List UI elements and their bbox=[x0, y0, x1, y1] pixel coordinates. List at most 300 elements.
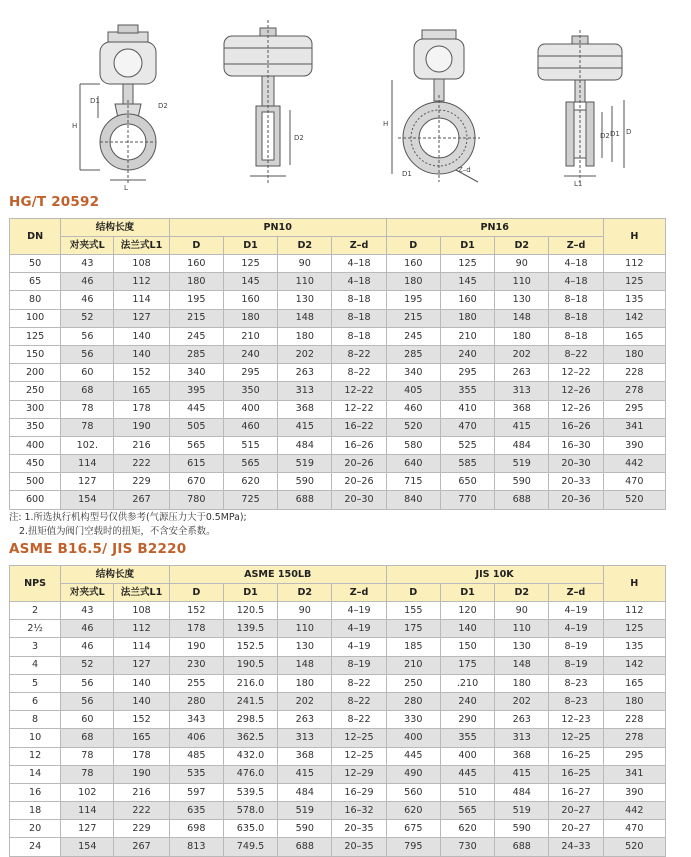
table-cell: 400 bbox=[223, 400, 277, 418]
table-cell: 650 bbox=[440, 473, 494, 491]
table-cell: 615 bbox=[169, 455, 223, 473]
table-cell: 600 bbox=[10, 491, 61, 509]
table-cell: 16–26 bbox=[332, 436, 386, 454]
table-cell: 216 bbox=[114, 436, 169, 454]
table-cell: 442 bbox=[603, 455, 665, 473]
table-cell: 16–27 bbox=[549, 783, 603, 801]
table-cell: 4–19 bbox=[332, 638, 386, 656]
table-cell: 46 bbox=[61, 638, 114, 656]
table-cell: 520 bbox=[603, 491, 665, 509]
table-cell: 130 bbox=[495, 638, 549, 656]
col-header-group-b: JIS 10K bbox=[386, 566, 603, 584]
table-row bbox=[10, 309, 666, 327]
table-cell: 400 bbox=[440, 747, 494, 765]
table-cell: 120 bbox=[440, 602, 494, 620]
table-cell: 280 bbox=[386, 692, 440, 710]
table-cell: 343 bbox=[169, 711, 223, 729]
table-cell: 476.0 bbox=[223, 765, 277, 783]
table-cell: 200 bbox=[10, 364, 61, 382]
table-cell: 8–19 bbox=[549, 656, 603, 674]
dim-label-zd: Z–d bbox=[458, 166, 471, 174]
table-cell: 165 bbox=[603, 674, 665, 692]
table-cell: 295 bbox=[223, 364, 277, 382]
table-cell: 330 bbox=[386, 711, 440, 729]
table-cell: .210 bbox=[440, 674, 494, 692]
table-cell: 127 bbox=[61, 820, 114, 838]
table-cell: 12–29 bbox=[332, 765, 386, 783]
table-cell: 510 bbox=[440, 783, 494, 801]
table-cell: 578.0 bbox=[223, 802, 277, 820]
table-cell: 295 bbox=[440, 364, 494, 382]
table-row bbox=[10, 382, 666, 400]
dim-label-l1: L1 bbox=[574, 180, 583, 188]
table-cell: 362.5 bbox=[223, 729, 277, 747]
table-cell: 263 bbox=[495, 364, 549, 382]
table-cell: 150 bbox=[440, 638, 494, 656]
table-cell: 341 bbox=[603, 418, 665, 436]
table-cell: 400 bbox=[10, 436, 61, 454]
table-cell: 8 bbox=[10, 711, 61, 729]
table-row bbox=[10, 455, 666, 473]
table-row bbox=[10, 692, 666, 710]
table-cell: 565 bbox=[440, 802, 494, 820]
table-cell: 415 bbox=[495, 765, 549, 783]
table-cell: 102 bbox=[61, 783, 114, 801]
table-cell: 280 bbox=[169, 692, 223, 710]
table-row bbox=[10, 255, 666, 273]
table-cell: 16–25 bbox=[549, 747, 603, 765]
table-cell: 620 bbox=[440, 820, 494, 838]
table-cell: 445 bbox=[440, 765, 494, 783]
table-cell: 150 bbox=[10, 345, 61, 363]
col-header-d1: D1 bbox=[223, 584, 277, 602]
table-cell: 125 bbox=[223, 255, 277, 273]
table-cell: 368 bbox=[495, 400, 549, 418]
table-cell: 8–22 bbox=[332, 711, 386, 729]
col-header-d: D bbox=[386, 584, 440, 602]
table-cell: 43 bbox=[61, 602, 114, 620]
table-cell: 415 bbox=[278, 418, 332, 436]
table-cell: 180 bbox=[278, 327, 332, 345]
table-cell: 60 bbox=[61, 364, 114, 382]
table-cell: 250 bbox=[10, 382, 61, 400]
table-cell: 390 bbox=[603, 436, 665, 454]
table-cell: 520 bbox=[603, 838, 665, 856]
dim-label-d2-fside: D2 bbox=[600, 132, 610, 140]
table-cell: 90 bbox=[278, 602, 332, 620]
table-cell: 20 bbox=[10, 820, 61, 838]
table-cell: 180 bbox=[603, 692, 665, 710]
col-header-flange-l1: 法兰式L1 bbox=[114, 237, 169, 255]
col-header-zd: Z–d bbox=[332, 584, 386, 602]
table-cell: 4–19 bbox=[549, 602, 603, 620]
table-cell: 8–18 bbox=[332, 327, 386, 345]
table-row bbox=[10, 273, 666, 291]
table-cell: 120.5 bbox=[223, 602, 277, 620]
table-cell: 4–19 bbox=[332, 620, 386, 638]
table-cell: 490 bbox=[386, 765, 440, 783]
table-cell: 12–22 bbox=[332, 382, 386, 400]
table-cell: 20–26 bbox=[332, 473, 386, 491]
table-cell: 52 bbox=[61, 656, 114, 674]
table-cell: 8–23 bbox=[549, 674, 603, 692]
table-cell: 290 bbox=[440, 711, 494, 729]
table-cell: 313 bbox=[495, 729, 549, 747]
table-cell: 485 bbox=[169, 747, 223, 765]
table-cell: 78 bbox=[61, 418, 114, 436]
table-cell: 180 bbox=[223, 309, 277, 327]
col-header-group-b: PN16 bbox=[386, 219, 603, 237]
table-cell: 210 bbox=[386, 656, 440, 674]
table-cell: 390 bbox=[603, 783, 665, 801]
table-cell: 470 bbox=[603, 473, 665, 491]
table-row bbox=[10, 674, 666, 692]
table-cell: 580 bbox=[386, 436, 440, 454]
table-cell: 539.5 bbox=[223, 783, 277, 801]
table-cell: 635.0 bbox=[223, 820, 277, 838]
table-cell: 160 bbox=[440, 291, 494, 309]
col-header-d2: D2 bbox=[495, 237, 549, 255]
table-cell: 102. bbox=[61, 436, 114, 454]
dim-label-d1-fside: D1 bbox=[610, 130, 620, 138]
table-cell: 590 bbox=[278, 820, 332, 838]
table-cell: 6 bbox=[10, 692, 61, 710]
table-row bbox=[10, 436, 666, 454]
table-row bbox=[10, 711, 666, 729]
table-cell: 780 bbox=[169, 491, 223, 509]
table-cell: 56 bbox=[61, 674, 114, 692]
table-cell: 12–22 bbox=[332, 400, 386, 418]
table-cell: 4–18 bbox=[332, 273, 386, 291]
table-cell: 12–26 bbox=[549, 400, 603, 418]
table-cell: 278 bbox=[603, 382, 665, 400]
table-cell: 24 bbox=[10, 838, 61, 856]
table-cell: 154 bbox=[61, 838, 114, 856]
table-cell: 14 bbox=[10, 765, 61, 783]
table-cell: 215 bbox=[386, 309, 440, 327]
table-row bbox=[10, 656, 666, 674]
table-cell: 110 bbox=[495, 273, 549, 291]
table-cell: 127 bbox=[61, 473, 114, 491]
table-cell: 190 bbox=[114, 418, 169, 436]
table-cell: 840 bbox=[386, 491, 440, 509]
table-cell: 160 bbox=[223, 291, 277, 309]
table-cell: 127 bbox=[114, 656, 169, 674]
section-title-asme-jis: ASME B16.5/ JIS B2220 bbox=[9, 541, 187, 557]
table-cell: 8–19 bbox=[332, 656, 386, 674]
table-cell: 395 bbox=[169, 382, 223, 400]
drawing-wafer-front bbox=[60, 0, 180, 195]
table-cell: 16–26 bbox=[549, 418, 603, 436]
table-cell: 140 bbox=[440, 620, 494, 638]
table-cell: 635 bbox=[169, 802, 223, 820]
dim-label-d1-flange: D1 bbox=[402, 170, 412, 178]
table-cell: 154 bbox=[61, 491, 114, 509]
table-cell: 484 bbox=[495, 783, 549, 801]
table-cell: 313 bbox=[495, 382, 549, 400]
table-cell: 470 bbox=[603, 820, 665, 838]
table-cell: 730 bbox=[440, 838, 494, 856]
col-header-zd: Z–d bbox=[549, 584, 603, 602]
table-cell: 12–26 bbox=[549, 382, 603, 400]
table-cell: 285 bbox=[386, 345, 440, 363]
table-cell: 24–33 bbox=[549, 838, 603, 856]
table-cell: 175 bbox=[440, 656, 494, 674]
table-cell: 340 bbox=[386, 364, 440, 382]
dim-label-h: H bbox=[72, 122, 78, 130]
table-cell: 300 bbox=[10, 400, 61, 418]
table-cell: 12–22 bbox=[549, 364, 603, 382]
table-cell: 178 bbox=[114, 400, 169, 418]
table-row bbox=[10, 473, 666, 491]
table-cell: 125 bbox=[440, 255, 494, 273]
table-cell: 222 bbox=[114, 802, 169, 820]
note-line-2: 2.扭矩值为阀门空载时的扭矩，不含安全系数。 bbox=[19, 526, 216, 537]
table-cell: 267 bbox=[114, 838, 169, 856]
col-header-d1: D1 bbox=[440, 237, 494, 255]
table-cell: 450 bbox=[10, 455, 61, 473]
table-cell: 515 bbox=[223, 436, 277, 454]
table-cell: 813 bbox=[169, 838, 223, 856]
table-cell: 263 bbox=[278, 364, 332, 382]
table-cell: 78 bbox=[61, 765, 114, 783]
table-cell: 445 bbox=[386, 747, 440, 765]
table-cell: 350 bbox=[10, 418, 61, 436]
table-row bbox=[10, 783, 666, 801]
table-cell: 68 bbox=[61, 729, 114, 747]
table-cell: 108 bbox=[114, 602, 169, 620]
table-row bbox=[10, 638, 666, 656]
table-cell: 46 bbox=[61, 620, 114, 638]
table-cell: 68 bbox=[61, 382, 114, 400]
table-cell: 519 bbox=[495, 455, 549, 473]
table-cell: 295 bbox=[603, 747, 665, 765]
table-cell: 640 bbox=[386, 455, 440, 473]
table-cell: 590 bbox=[278, 473, 332, 491]
table-cell: 56 bbox=[61, 692, 114, 710]
col-header-d1: D1 bbox=[440, 584, 494, 602]
table-cell: 2½ bbox=[10, 620, 61, 638]
table-cell: 298.5 bbox=[223, 711, 277, 729]
table-cell: 12 bbox=[10, 747, 61, 765]
table-cell: 8–22 bbox=[332, 345, 386, 363]
table-cell: 10 bbox=[10, 729, 61, 747]
table-cell: 43 bbox=[61, 255, 114, 273]
table-cell: 195 bbox=[386, 291, 440, 309]
table-cell: 432.0 bbox=[223, 747, 277, 765]
table-cell: 114 bbox=[114, 638, 169, 656]
table-cell: 215 bbox=[169, 309, 223, 327]
table-cell: 228 bbox=[603, 364, 665, 382]
table-cell: 341 bbox=[603, 765, 665, 783]
table-cell: 8–22 bbox=[332, 692, 386, 710]
dim-label-d-fside: D bbox=[626, 128, 632, 136]
table-cell: 20–36 bbox=[549, 491, 603, 509]
table-cell: 12–23 bbox=[549, 711, 603, 729]
table-cell: 8–18 bbox=[549, 291, 603, 309]
table-cell: 8–18 bbox=[549, 309, 603, 327]
table-cell: 725 bbox=[223, 491, 277, 509]
table-notes bbox=[9, 511, 247, 539]
table-cell: 20–30 bbox=[549, 455, 603, 473]
col-header-h: H bbox=[603, 219, 665, 255]
col-header-d: D bbox=[169, 584, 223, 602]
table-cell: 4 bbox=[10, 656, 61, 674]
table-cell: 675 bbox=[386, 820, 440, 838]
table-row bbox=[10, 400, 666, 418]
table-cell: 8–18 bbox=[332, 309, 386, 327]
table-cell: 180 bbox=[169, 273, 223, 291]
table-cell: 16–30 bbox=[549, 436, 603, 454]
table-cell: 20–27 bbox=[549, 802, 603, 820]
table-cell: 148 bbox=[278, 309, 332, 327]
table-cell: 78 bbox=[61, 747, 114, 765]
table-cell: 20–35 bbox=[332, 820, 386, 838]
table-cell: 400 bbox=[386, 729, 440, 747]
table-cell: 263 bbox=[278, 711, 332, 729]
table-cell: 112 bbox=[114, 273, 169, 291]
table-cell: 519 bbox=[278, 455, 332, 473]
table-cell: 313 bbox=[278, 729, 332, 747]
table-cell: 505 bbox=[169, 418, 223, 436]
col-header-zd: Z–d bbox=[549, 237, 603, 255]
col-header-d1: D1 bbox=[223, 237, 277, 255]
spec-table-asme-jis bbox=[9, 565, 666, 857]
table-row bbox=[10, 345, 666, 363]
table-cell: 152 bbox=[114, 364, 169, 382]
note-line-1: 注: 1.所选执行机构型号仅供参考(气源压力大于0.5MPa); bbox=[9, 512, 247, 523]
table-cell: 20–26 bbox=[332, 455, 386, 473]
table-cell: 140 bbox=[114, 674, 169, 692]
table-cell: 230 bbox=[169, 656, 223, 674]
table-cell: 585 bbox=[440, 455, 494, 473]
table-cell: 368 bbox=[495, 747, 549, 765]
valve-drawings bbox=[0, 0, 691, 195]
table-cell: 18 bbox=[10, 802, 61, 820]
table-cell: 210 bbox=[440, 327, 494, 345]
table-cell: 749.5 bbox=[223, 838, 277, 856]
table-cell: 202 bbox=[495, 345, 549, 363]
table-cell: 108 bbox=[114, 255, 169, 273]
table-cell: 535 bbox=[169, 765, 223, 783]
table-row bbox=[10, 620, 666, 638]
table-cell: 620 bbox=[223, 473, 277, 491]
table-cell: 4–18 bbox=[549, 273, 603, 291]
table-cell: 78 bbox=[61, 400, 114, 418]
table-cell: 350 bbox=[223, 382, 277, 400]
table-cell: 178 bbox=[114, 747, 169, 765]
table-cell: 355 bbox=[440, 729, 494, 747]
table-cell: 142 bbox=[603, 656, 665, 674]
col-header-d2: D2 bbox=[278, 237, 332, 255]
table-cell: 245 bbox=[386, 327, 440, 345]
table-cell: 590 bbox=[495, 820, 549, 838]
table-cell: 245 bbox=[169, 327, 223, 345]
table-cell: 460 bbox=[223, 418, 277, 436]
table-cell: 8–18 bbox=[549, 327, 603, 345]
table-cell: 180 bbox=[386, 273, 440, 291]
table-cell: 112 bbox=[603, 255, 665, 273]
table-row bbox=[10, 291, 666, 309]
table-row bbox=[10, 802, 666, 820]
table-cell: 285 bbox=[169, 345, 223, 363]
table-cell: 152.5 bbox=[223, 638, 277, 656]
table-cell: 278 bbox=[603, 729, 665, 747]
drawing-flange-side bbox=[530, 0, 640, 195]
table-cell: 240 bbox=[440, 692, 494, 710]
table-cell: 240 bbox=[223, 345, 277, 363]
table-cell: 112 bbox=[114, 620, 169, 638]
table-cell: 445 bbox=[169, 400, 223, 418]
col-header-d: D bbox=[386, 237, 440, 255]
table-cell: 698 bbox=[169, 820, 223, 838]
col-header-wafer-l: 对夹式L bbox=[61, 584, 114, 602]
table-cell: 152 bbox=[169, 602, 223, 620]
col-header-flange-l1: 法兰式L1 bbox=[114, 584, 169, 602]
table-cell: 180 bbox=[495, 674, 549, 692]
table-cell: 770 bbox=[440, 491, 494, 509]
table-cell: 415 bbox=[495, 418, 549, 436]
table-cell: 114 bbox=[61, 455, 114, 473]
table-cell: 565 bbox=[169, 436, 223, 454]
table-cell: 165 bbox=[114, 382, 169, 400]
table-cell: 90 bbox=[495, 255, 549, 273]
table-cell: 90 bbox=[278, 255, 332, 273]
table-cell: 130 bbox=[495, 291, 549, 309]
table-cell: 795 bbox=[386, 838, 440, 856]
table-cell: 229 bbox=[114, 473, 169, 491]
table-cell: 688 bbox=[495, 838, 549, 856]
col-header-d2: D2 bbox=[495, 584, 549, 602]
table-cell: 520 bbox=[386, 418, 440, 436]
col-header-dn: DN bbox=[10, 219, 61, 255]
table-cell: 240 bbox=[440, 345, 494, 363]
col-header-group-a: PN10 bbox=[169, 219, 386, 237]
table-cell: 715 bbox=[386, 473, 440, 491]
table-cell: 228 bbox=[603, 711, 665, 729]
table-row bbox=[10, 602, 666, 620]
table-cell: 210 bbox=[223, 327, 277, 345]
table-cell: 470 bbox=[440, 418, 494, 436]
table-cell: 195 bbox=[169, 291, 223, 309]
table-cell: 340 bbox=[169, 364, 223, 382]
table-cell: 148 bbox=[278, 656, 332, 674]
table-cell: 148 bbox=[495, 309, 549, 327]
table-cell: 16–25 bbox=[549, 765, 603, 783]
table-row bbox=[10, 820, 666, 838]
table-cell: 100 bbox=[10, 309, 61, 327]
table-cell: 4–19 bbox=[332, 602, 386, 620]
table-cell: 222 bbox=[114, 455, 169, 473]
table-cell: 484 bbox=[278, 783, 332, 801]
col-header-group-a: ASME 150LB bbox=[169, 566, 386, 584]
table-cell: 560 bbox=[386, 783, 440, 801]
table-cell: 295 bbox=[603, 400, 665, 418]
table-cell: 56 bbox=[61, 327, 114, 345]
table-cell: 442 bbox=[603, 802, 665, 820]
table-cell: 460 bbox=[386, 400, 440, 418]
table-cell: 20–35 bbox=[332, 838, 386, 856]
table-cell: 185 bbox=[386, 638, 440, 656]
table-cell: 368 bbox=[278, 400, 332, 418]
table-cell: 114 bbox=[61, 802, 114, 820]
table-cell: 190.5 bbox=[223, 656, 277, 674]
table-cell: 255 bbox=[169, 674, 223, 692]
table-cell: 3 bbox=[10, 638, 61, 656]
table-cell: 229 bbox=[114, 820, 169, 838]
table-cell: 114 bbox=[114, 291, 169, 309]
dim-label-l: L bbox=[124, 184, 128, 192]
